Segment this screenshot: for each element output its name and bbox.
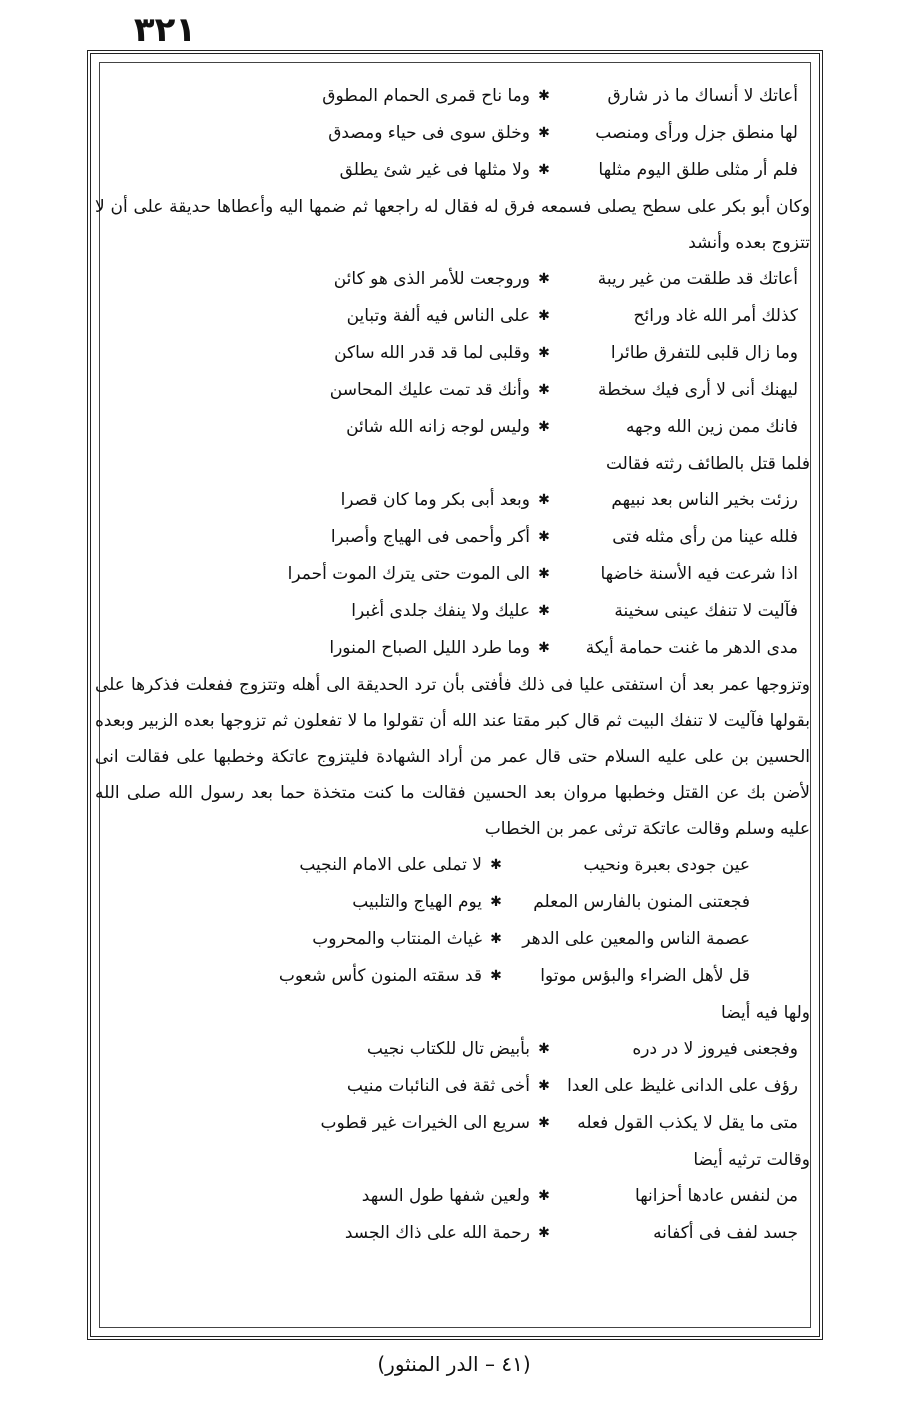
- hemistich-first: رؤف على الدانى غليظ على العدا: [567, 1076, 798, 1096]
- star-separator-icon: ✱: [538, 1078, 550, 1094]
- verse-line: [95, 482, 810, 519]
- hemistich-second: وليس لوجه زانه الله شائن: [346, 417, 530, 437]
- hemistich-first: عين جودى بعبرة ونحيب: [583, 855, 750, 875]
- hemistich-second: وقلبى لما قد قدر الله ساكن: [334, 343, 530, 363]
- hemistich-second: وروجعت للأمر الذى هو كائن: [333, 269, 530, 289]
- star-separator-icon: ✱: [538, 345, 550, 361]
- prose-paragraph: وتزوجها عمر بعد أن استفتى عليا فى ذلك فأفتى بأن ترد الحديقة الى أهله وتتزوج ففعلت فذكرها على بقولها فآليت لا تنفك البيت ثم قال كبر مقتا عند الله أن تقولوا ما لا تفعلون ثم تزوجها بعده الزبير وبعده الحسين بن على عليه السلام حتى قال عمر من أراد الشهادة فليتزوج عاتكة وخطبها على فقالت انى لأضن بك عن القتل وخطبها مروان بعد الحسين فقالت ما كنت متخذة حما بعد رسول الله صلى الله عليه وسلم وقالت عاتكة ترثى عمر بن الخطاب: [95, 675, 810, 839]
- star-separator-icon: ✱: [538, 1188, 550, 1204]
- star-separator-icon: ✱: [538, 271, 550, 287]
- hemistich-second: غياث المنتاب والمحروب: [312, 929, 482, 949]
- verse-line: [95, 593, 810, 630]
- prose-paragraph: فلما قتل بالطائف رثته فقالت: [605, 454, 810, 474]
- hemistich-second: أكر وأحمى فى الهياج وأصبرا: [330, 527, 530, 547]
- verse-line: [95, 847, 810, 884]
- hemistich-first: جسد لفف فى أكفانه: [653, 1223, 798, 1243]
- verse-line: [95, 556, 810, 593]
- hemistich-first: متى ما يقل لا يكذب القول فعله: [577, 1113, 798, 1133]
- verse-line: [95, 409, 810, 446]
- hemistich-first: ليهنك أنى لا أرى فيك سخطة: [597, 380, 798, 400]
- hemistich-second: بأبيض تال للكتاب نجيب: [366, 1039, 530, 1059]
- star-separator-icon: ✱: [538, 1225, 550, 1241]
- star-separator-icon: ✱: [538, 640, 550, 656]
- star-separator-icon: ✱: [490, 968, 502, 984]
- verse-line: [95, 1068, 810, 1105]
- verse-line: [95, 1178, 810, 1215]
- hemistich-second: قد سقته المنون كأس شعوب: [278, 966, 482, 986]
- verse-line: [95, 115, 810, 152]
- star-separator-icon: ✱: [490, 894, 502, 910]
- verse-line: [95, 884, 810, 921]
- verse-line: [95, 372, 810, 409]
- hemistich-second: على الناس فيه ألفة وتباين: [346, 306, 530, 326]
- hemistich-second: وما ناح قمرى الحمام المطوق: [322, 86, 530, 106]
- hemistich-first: كذلك أمر الله غاد ورائح: [633, 306, 798, 326]
- star-separator-icon: ✱: [538, 419, 550, 435]
- page-content: [95, 78, 810, 1252]
- hemistich-first: فلم أر مثلى طلق اليوم مثلها: [598, 160, 798, 180]
- hemistich-second: الى الموت حتى يترك الموت أحمرا: [287, 564, 530, 584]
- star-separator-icon: ✱: [538, 308, 550, 324]
- star-separator-icon: ✱: [538, 1115, 550, 1131]
- hemistich-first: لها منطق جزل ورأى ومنصب: [595, 123, 798, 143]
- star-separator-icon: ✱: [538, 492, 550, 508]
- star-separator-icon: ✱: [538, 125, 550, 141]
- hemistich-first: وما زال قلبى للتفرق طائرا: [610, 343, 798, 363]
- hemistich-first: وفجعنى فيروز لا در دره: [632, 1039, 798, 1059]
- verse-line: [95, 1031, 810, 1068]
- hemistich-second: عليك ولا ينفك جلدى أغبرا: [351, 601, 530, 621]
- star-separator-icon: ✱: [538, 162, 550, 178]
- hemistich-second: وأنك قد تمت عليك المحاسن: [329, 380, 530, 400]
- hemistich-second: أخى ثقة فى النائبات منيب: [346, 1076, 530, 1096]
- hemistich-first: فلله عينا من رأى مثله فتى: [612, 527, 798, 547]
- verse-line: [95, 1105, 810, 1142]
- star-separator-icon: ✱: [538, 529, 550, 545]
- star-separator-icon: ✱: [490, 857, 502, 873]
- hemistich-first: عصمة الناس والمعين على الدهر: [522, 929, 750, 949]
- hemistich-second: وبعد أبى بكر وما كان قصرا: [340, 490, 530, 510]
- page-footer: (٤١ – الدر المنثور): [377, 1352, 531, 1376]
- hemistich-first: فآليت لا تنفك عينى سخينة: [614, 601, 798, 621]
- verse-line: [95, 921, 810, 958]
- verse-line: [95, 78, 810, 115]
- verse-line: [95, 958, 810, 995]
- prose-paragraph: وكان أبو بكر على سطح يصلى فسمعه فرق له فقال له راجعها ثم ضمها اليه وأعطاها حديقة على أن لا تتزوج بعده وأنشد: [95, 197, 810, 253]
- verse-line: [95, 1215, 810, 1252]
- verse-line: [95, 630, 810, 667]
- hemistich-first: قل لأهل الضراء والبؤس موتوا: [540, 966, 750, 986]
- hemistich-first: مدى الدهر ما غنت حمامة أيكة: [585, 638, 798, 658]
- prose-paragraph: وقالت ترثيه أيضا: [693, 1150, 810, 1170]
- page-number: ٣٢١: [133, 10, 197, 50]
- star-separator-icon: ✱: [538, 566, 550, 582]
- hemistich-second: لا تملى على الامام النجيب: [299, 855, 482, 875]
- hemistich-first: من لنفس عادها أحزانها: [635, 1186, 798, 1206]
- star-separator-icon: ✱: [538, 1041, 550, 1057]
- hemistich-second: سريع الى الخيرات غير قطوب: [320, 1113, 530, 1133]
- star-separator-icon: ✱: [538, 603, 550, 619]
- hemistich-first: فجعتنى المنون بالفارس المعلم: [533, 892, 750, 912]
- verse-line: [95, 335, 810, 372]
- hemistich-second: يوم الهياج والتلبيب: [352, 892, 482, 912]
- hemistich-first: أعاتك لا أنساك ما ذر شارق: [607, 86, 798, 106]
- hemistich-second: وما طرد الليل الصباح المنورا: [329, 638, 530, 658]
- hemistich-first: اذا شرعت فيه الأسنة خاضها: [600, 564, 798, 584]
- hemistich-first: فانك ممن زين الله وجهه: [625, 417, 798, 437]
- star-separator-icon: ✱: [538, 382, 550, 398]
- hemistich-first: أعاتك قد طلقت من غير ريبة: [597, 269, 798, 289]
- star-separator-icon: ✱: [490, 931, 502, 947]
- hemistich-second: ولا مثلها فى غير شئ يطلق: [339, 160, 530, 180]
- verse-line: [95, 261, 810, 298]
- prose-paragraph: ولها فيه أيضا: [721, 1003, 810, 1023]
- verse-line: [95, 152, 810, 189]
- verse-line: [95, 298, 810, 335]
- star-separator-icon: ✱: [538, 88, 550, 104]
- verse-line: [95, 519, 810, 556]
- hemistich-second: رحمة الله على ذاك الجسد: [344, 1223, 530, 1243]
- hemistich-first: رزئت بخير الناس بعد نبيهم: [611, 490, 798, 510]
- hemistich-second: ولعين شفها طول السهد: [361, 1186, 530, 1206]
- hemistich-second: وخلق سوى فى حياء ومصدق: [328, 123, 530, 143]
